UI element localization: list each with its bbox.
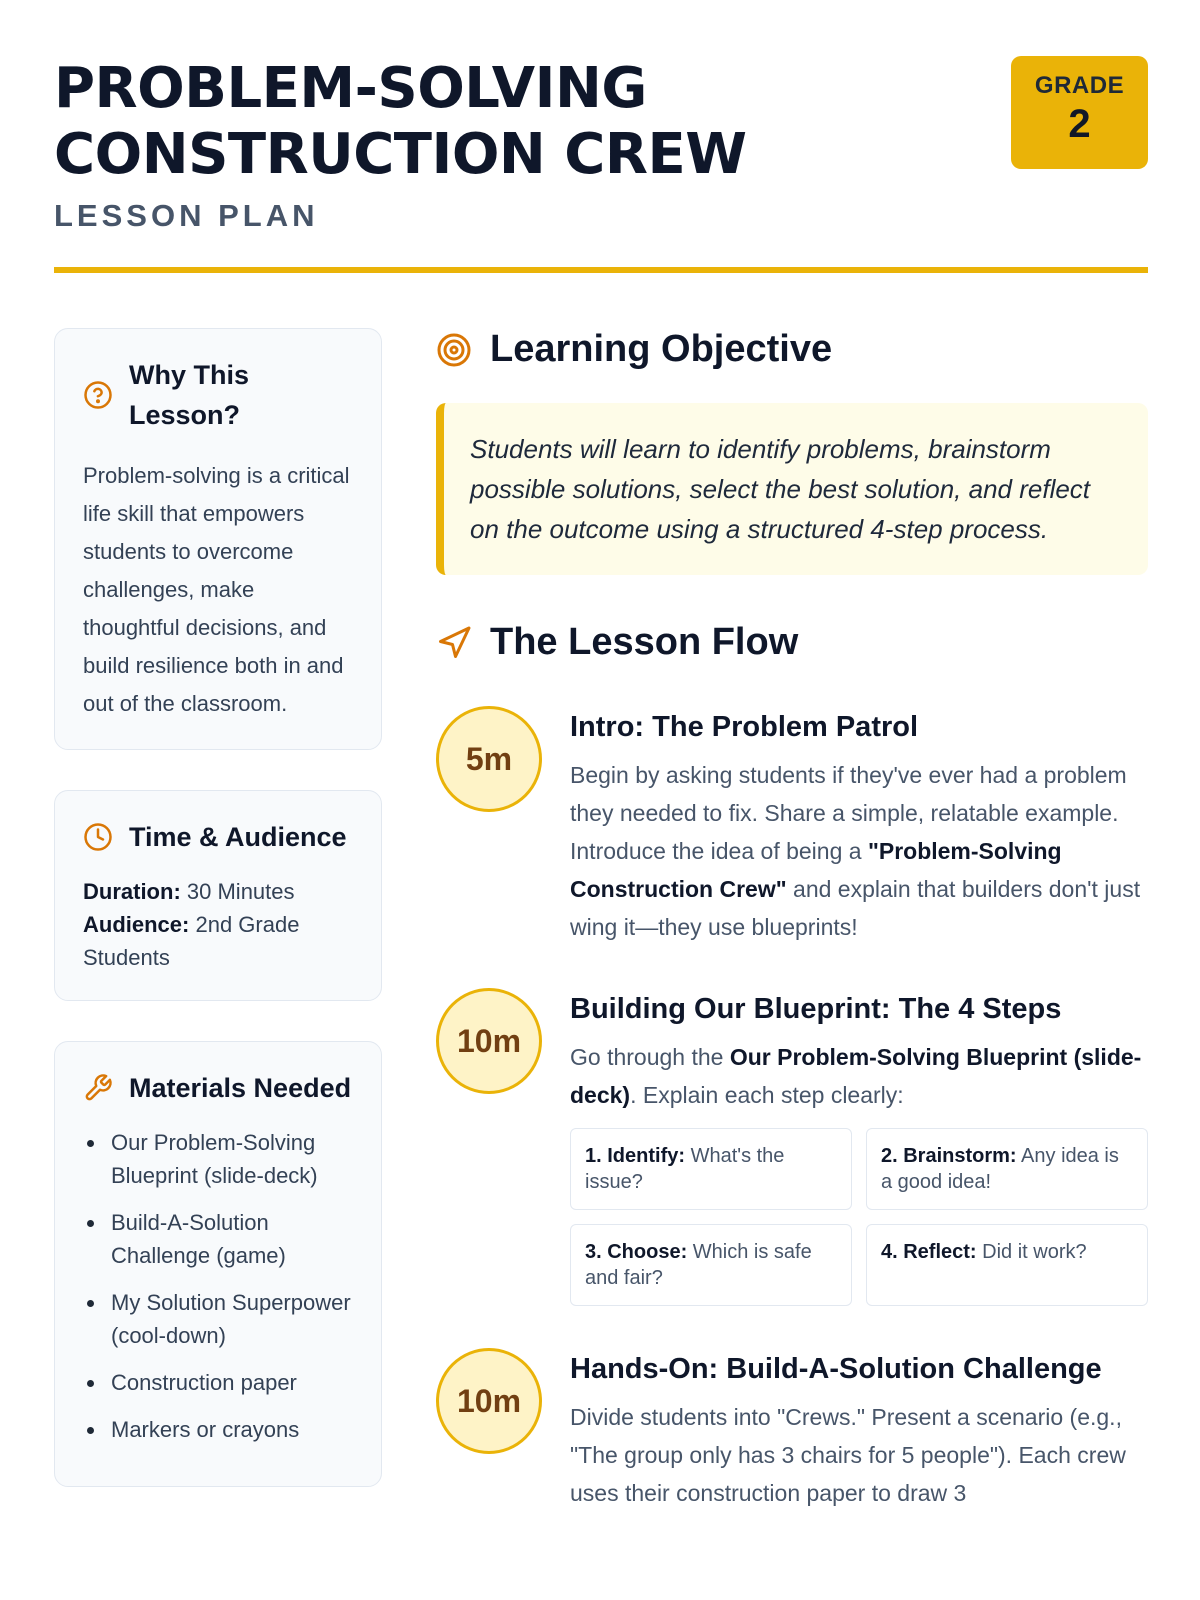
list-item: My Solution Superpower (cool-down) <box>83 1286 355 1352</box>
duration-row <box>83 875 355 908</box>
wrench-icon <box>83 1073 113 1103</box>
materials-title: Materials Needed <box>129 1073 352 1103</box>
list-item: Markers or crayons <box>83 1413 355 1446</box>
lesson-flow-header <box>436 621 1148 664</box>
audience-value: 2nd Grade Students <box>83 912 300 970</box>
why-lesson-card <box>54 328 382 750</box>
lesson-step-blueprint <box>436 986 1148 1306</box>
step-description: Divide students into "Crews." Present a scenario (e.g., "The group only has 3 chairs for 5 people"). Each crew uses their construction paper to draw 3 <box>570 1404 1126 1506</box>
time-audience-card <box>54 790 382 1001</box>
page-title <box>54 56 954 188</box>
page-header <box>54 56 1148 276</box>
blueprint-steps-grid <box>570 1128 1148 1306</box>
clock-icon <box>83 822 113 852</box>
header-divider <box>54 267 1148 273</box>
lesson-step-intro <box>436 704 1148 946</box>
title-line-2: CONSTRUCTION CREW <box>54 122 747 187</box>
time-audience-header <box>83 817 355 857</box>
duration-value: 30 Minutes <box>186 879 295 904</box>
objective-callout: Students will learn to identify problems, brainstorm possible solutions, select the best solution, and reflect on the outcome using a structured 4-step process. <box>436 403 1148 575</box>
materials-card <box>54 1041 382 1487</box>
list-item: Build-A-Solution Challenge (game) <box>83 1206 355 1272</box>
target-icon <box>436 332 472 368</box>
step-title: Intro: The Problem Patrol <box>570 711 919 743</box>
materials-list <box>83 1126 355 1446</box>
list-item: Construction paper <box>83 1366 355 1399</box>
duration-label: Duration: <box>83 879 181 904</box>
step-time-badge: 5m <box>436 706 542 812</box>
blueprint-step-identify: 1. Identify: What's the issue? <box>570 1128 852 1210</box>
grade-badge <box>1011 56 1148 169</box>
grade-value: 2 <box>1068 102 1091 146</box>
step-description: Begin by asking students if they've ever had a problem they needed to fix. Share a simple, relatable example. Introduce the idea of being a "Problem-Solving Construction Crew" and explain that builders don't just wing it—they use blueprints! <box>570 762 1141 940</box>
audience-row <box>83 908 355 974</box>
list-item: Our Problem-Solving Blueprint (slide-deck) <box>83 1126 355 1192</box>
question-circle-icon <box>83 380 113 410</box>
time-audience-details <box>83 875 355 974</box>
why-lesson-title: Why This Lesson? <box>129 360 249 430</box>
step-title: Hands-On: Build-A-Solution Challenge <box>570 1353 1102 1385</box>
blueprint-step-brainstorm: 2. Brainstorm: Any idea is a good idea! <box>866 1128 1148 1210</box>
grade-label: GRADE <box>1034 72 1125 99</box>
step-time-badge: 10m <box>436 1348 542 1454</box>
page-subtitle: LESSON PLAN <box>54 198 319 233</box>
blueprint-step-reflect: 4. Reflect: Did it work? <box>866 1224 1148 1306</box>
objective-title: Learning Objective <box>490 328 833 370</box>
objective-header <box>436 328 1148 371</box>
paper-plane-icon <box>436 625 472 661</box>
time-audience-title: Time & Audience <box>129 822 347 852</box>
step-title: Building Our Blueprint: The 4 Steps <box>570 993 1062 1025</box>
lesson-step-hands-on <box>436 1346 1148 1512</box>
blueprint-step-choose: 3. Choose: Which is safe and fair? <box>570 1224 852 1306</box>
step-time-badge: 10m <box>436 988 542 1094</box>
materials-header <box>83 1068 355 1108</box>
step-description: Go through the Our Problem-Solving Blueprint (slide-deck). Explain each step clearly: <box>570 1044 1142 1108</box>
why-lesson-header <box>83 355 355 435</box>
title-line-1: PROBLEM-SOLVING <box>54 56 647 121</box>
audience-label: Audience: <box>83 912 190 937</box>
lesson-flow-title: The Lesson Flow <box>490 621 799 663</box>
why-lesson-body: Problem-solving is a critical life skill that empowers students to overcome challenges, make thoughtful decisions, and build resilience both in and out of the classroom. <box>83 463 350 716</box>
sidebar <box>54 328 382 1527</box>
main-content <box>436 328 1148 1512</box>
